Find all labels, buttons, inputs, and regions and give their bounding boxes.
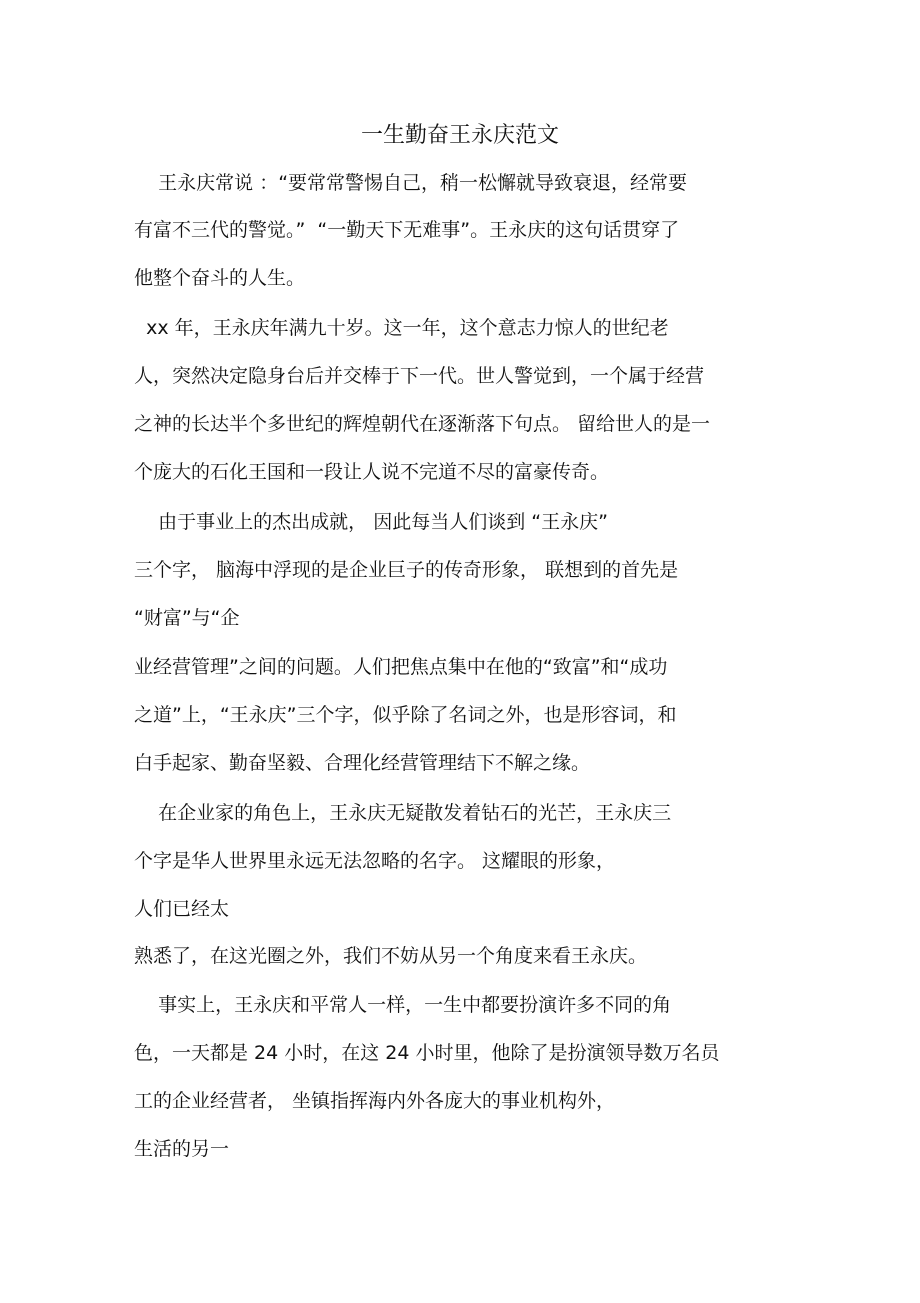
paragraph-line: 个庞大的石化王国和一段让人说不完道不尽的富豪传奇。	[134, 461, 610, 483]
paragraph-line: 三个字， 脑海中浮现的是企业巨子的传奇形象， 联想到的首先是	[134, 559, 679, 581]
paragraph-line: 有富不三代的警觉。” “一勤天下无难事”。王永庆的这句话贯穿了	[134, 219, 680, 241]
paragraph-line: 色，一天都是 24 小时，在这 24 小时里，他除了是扮演领导数万名员	[134, 1042, 720, 1064]
paragraph-line: 事实上，王永庆和平常人一样，一生中都要扮演许多不同的角	[134, 994, 672, 1016]
paragraph-line: 之道”上，“王永庆”三个字，似乎除了名词之外，也是形容词，和	[134, 704, 677, 726]
paragraph-line: 工的企业经营者， 坐镇指挥海内外各庞大的事业机构外，	[134, 1090, 616, 1112]
document-title: 一生勤奋王永庆范文	[360, 123, 559, 148]
paragraph-line: 熟悉了，在这光圈之外，我们不妨从另一个角度来看王永庆。	[134, 945, 648, 967]
paragraph-line: 个字是华人世界里永远无法忽略的名字。 这耀眼的形象，	[134, 850, 616, 872]
paragraph-line: 人，突然决定隐身台后并交棒于下一代。世人警觉到，一个属于经营	[134, 365, 705, 387]
paragraph-line: 他整个奋斗的人生。	[134, 267, 306, 289]
paragraph-line: 白手起家、勤奋坚毅、合理化经营管理结下不解之缘。	[134, 752, 591, 774]
paragraph-line: 生活的另一	[134, 1138, 230, 1160]
paragraph-line: 之神的长达半个多世纪的辉煌朝代在逐渐落下句点。 留给世人的是一	[134, 413, 711, 435]
paragraph-line: 在企业家的角色上，王永庆无疑散发着钻石的光芒，王永庆三	[134, 802, 672, 824]
paragraph-line: “财富”与“企	[134, 607, 240, 629]
paragraph-line: 业经营管理”之间的问题。人们把焦点集中在他的“致富”和“成功	[134, 656, 668, 678]
paragraph-line: 王永庆常说 ：“要常常警惕自己，稍一松懈就导致衰退，经常要	[134, 172, 688, 194]
paragraph-line: 人们已经太	[134, 898, 230, 920]
paragraph-line: 由于事业上的杰出成就， 因此每当人们谈到 “王永庆”	[134, 511, 608, 533]
paragraph-line: xx 年，王永庆年满九十岁。这一年，这个意志力惊人的世纪老	[134, 317, 669, 339]
